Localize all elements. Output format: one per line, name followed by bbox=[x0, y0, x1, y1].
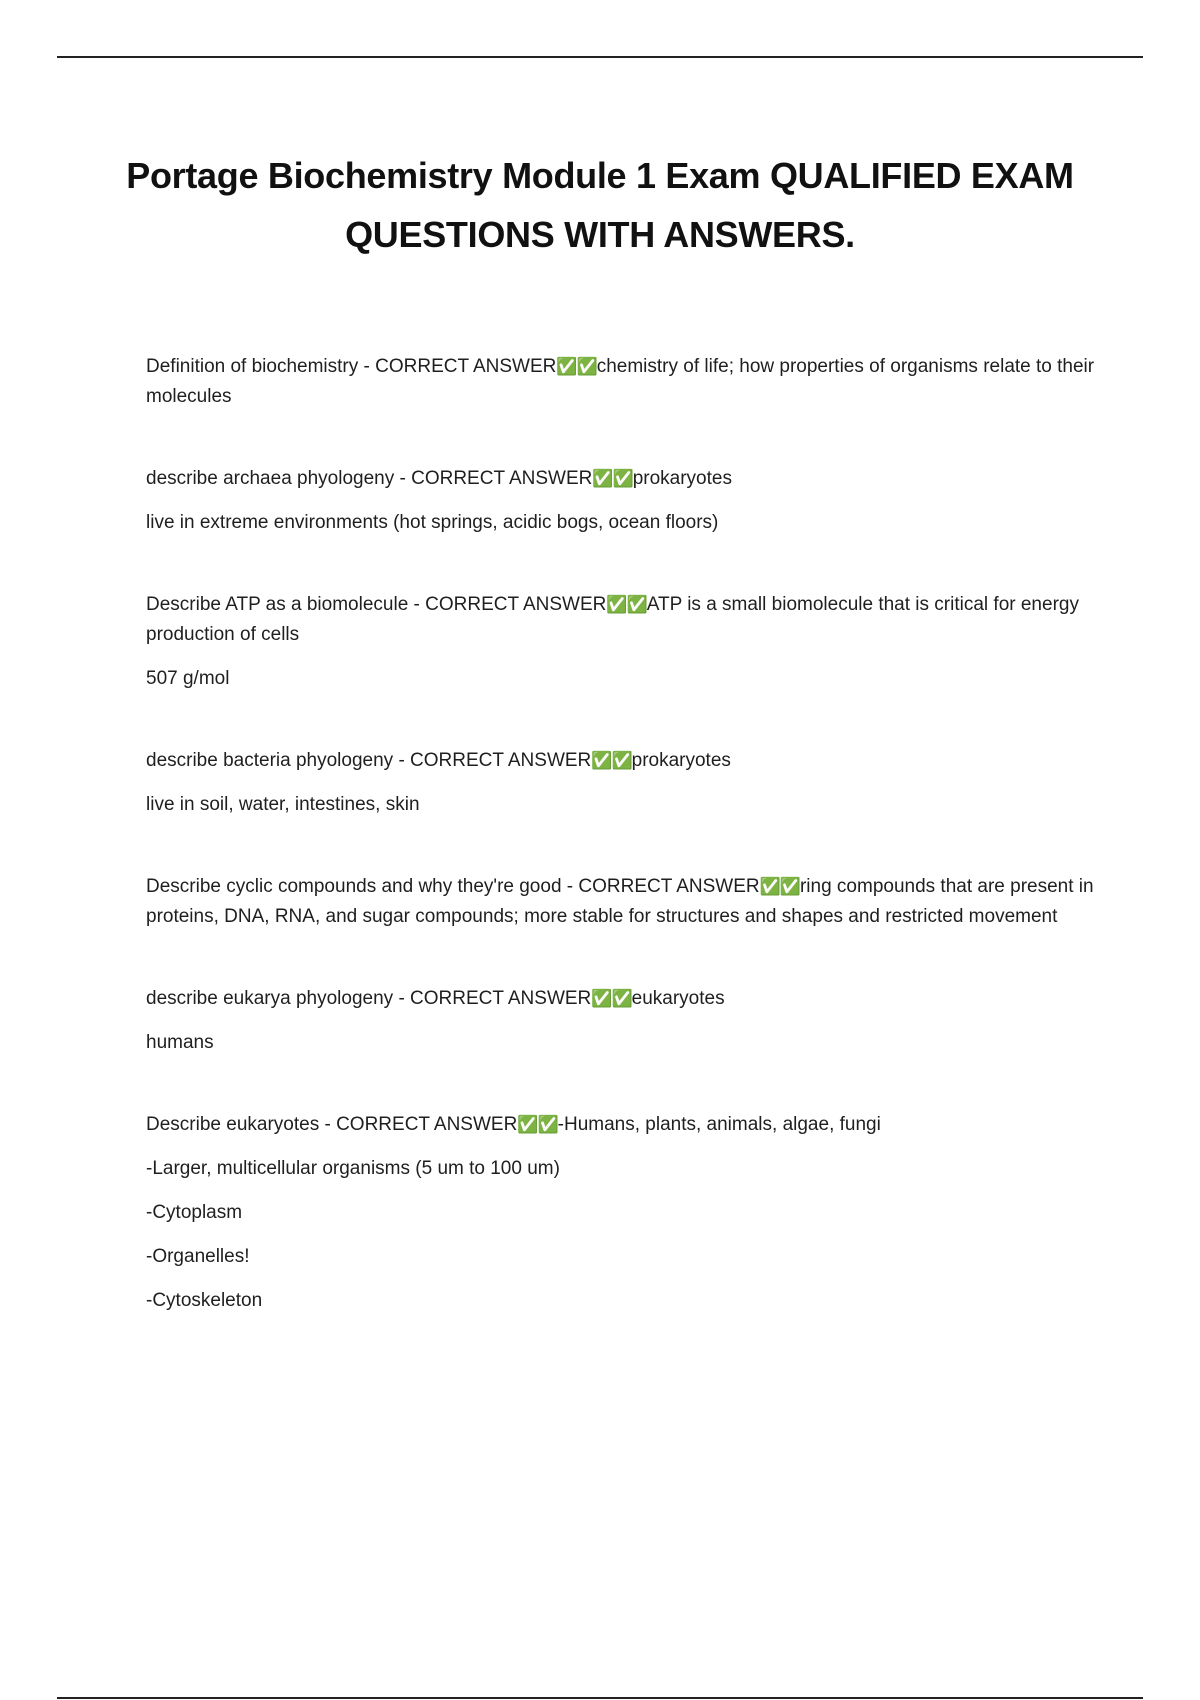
qa-question-line bbox=[146, 746, 1096, 776]
correct-answer-label: - CORRECT ANSWER bbox=[393, 750, 592, 771]
qa-question-line bbox=[146, 1110, 1096, 1140]
answer-text: eukaryotes bbox=[631, 988, 725, 1009]
correct-answer-label: - CORRECT ANSWER bbox=[394, 468, 593, 489]
qa-question-line bbox=[146, 590, 1096, 650]
correct-answer-label: - CORRECT ANSWER bbox=[408, 594, 607, 615]
qa-question-line bbox=[146, 464, 1096, 494]
answer-text: -Humans, plants, animals, algae, fungi bbox=[557, 1114, 881, 1135]
answer-line: humans bbox=[146, 1032, 214, 1053]
document-title: Portage Biochemistry Module 1 Exam QUALIFIED EXAM QUESTIONS WITH ANSWERS. bbox=[126, 155, 1074, 255]
qa-item bbox=[146, 590, 1096, 694]
qa-question-line bbox=[146, 984, 1096, 1014]
bottom-rule bbox=[57, 1697, 1143, 1699]
double-check-icon: ✅✅ bbox=[759, 877, 800, 897]
correct-answer-label: - CORRECT ANSWER bbox=[393, 988, 592, 1009]
qa-item bbox=[146, 746, 1096, 820]
answer-text: ATP is a small biomolecule that is critical for energy production of cells bbox=[146, 594, 1079, 645]
qa-item bbox=[146, 352, 1096, 412]
answer-line: live in soil, water, intestines, skin bbox=[146, 794, 420, 815]
correct-answer-label: - CORRECT ANSWER bbox=[358, 356, 557, 377]
double-check-icon: ✅✅ bbox=[591, 989, 632, 1009]
answer-text: chemistry of life; how properties of organisms relate to their molecules bbox=[146, 356, 1095, 407]
answer-line: -Larger, multicellular organisms (5 um to 100 um) bbox=[146, 1158, 560, 1179]
qa-item bbox=[146, 1110, 1096, 1316]
double-check-icon: ✅✅ bbox=[556, 357, 597, 377]
qa-question-line bbox=[146, 872, 1096, 932]
answer-text: ring compounds that are present in proteins, DNA, RNA, and sugar compounds; more stable for structures and shapes and restricted movement bbox=[146, 876, 1094, 927]
answer-line: -Cytoplasm bbox=[146, 1202, 243, 1223]
top-rule bbox=[57, 56, 1143, 58]
correct-answer-label: - CORRECT ANSWER bbox=[319, 1114, 518, 1135]
double-check-icon: ✅✅ bbox=[606, 595, 647, 615]
answer-line: -Organelles! bbox=[146, 1246, 250, 1267]
qa-item bbox=[146, 464, 1096, 538]
question-text: describe archaea phyologeny bbox=[146, 468, 395, 489]
answer-text: prokaryotes bbox=[632, 468, 732, 489]
question-text: Definition of biochemistry bbox=[146, 356, 359, 377]
double-check-icon: ✅✅ bbox=[517, 1115, 558, 1135]
answer-text: prokaryotes bbox=[631, 750, 731, 771]
question-text: Describe eukaryotes bbox=[146, 1114, 320, 1135]
qa-item bbox=[146, 872, 1096, 932]
answer-line: -Cytoskeleton bbox=[146, 1290, 263, 1311]
double-check-icon: ✅✅ bbox=[592, 469, 633, 489]
qa-item bbox=[146, 984, 1096, 1058]
qa-list bbox=[146, 352, 1096, 1368]
question-text: Describe cyclic compounds and why they're good bbox=[146, 876, 562, 897]
question-text: describe eukarya phyologeny bbox=[146, 988, 394, 1009]
double-check-icon: ✅✅ bbox=[591, 751, 632, 771]
answer-line: live in extreme environments (hot springs, acidic bogs, ocean floors) bbox=[146, 512, 719, 533]
qa-question-line bbox=[146, 352, 1096, 412]
correct-answer-label: - CORRECT ANSWER bbox=[561, 876, 760, 897]
question-text: Describe ATP as a biomolecule bbox=[146, 594, 409, 615]
answer-line: 507 g/mol bbox=[146, 668, 230, 689]
question-text: describe bacteria phyologeny bbox=[146, 750, 394, 771]
